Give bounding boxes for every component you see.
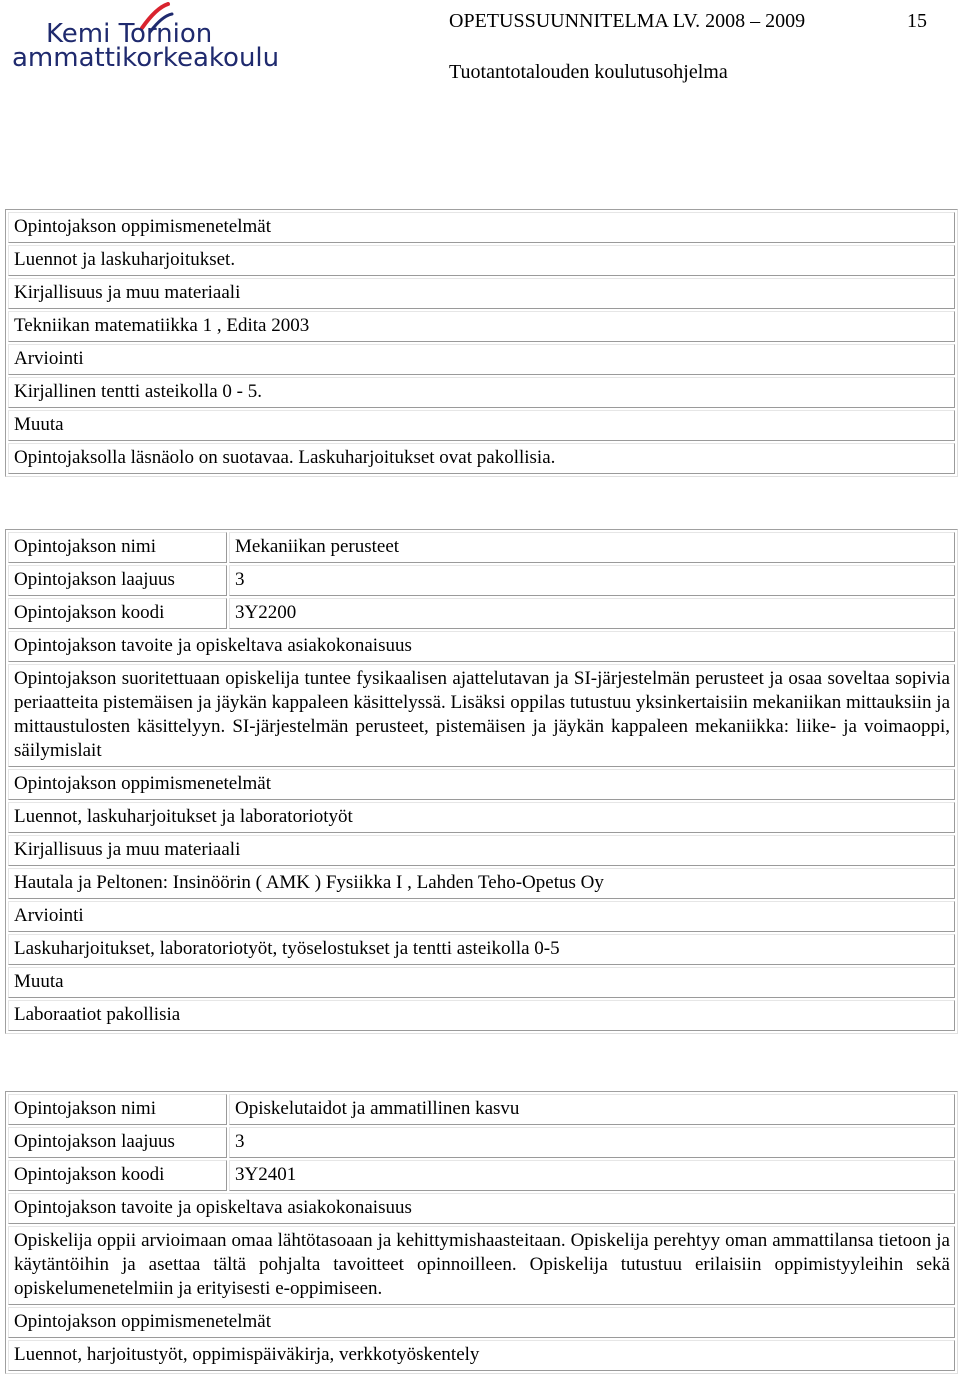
literature-value: Tekniikan matematiikka 1 , Edita 2003 — [8, 311, 955, 342]
table-row — [8, 410, 955, 441]
methods-value: Luennot, laskuharjoitukset ja laboratoriotyöt — [8, 802, 955, 833]
table-row — [8, 901, 955, 932]
course-code-value: 3Y2200 — [229, 598, 955, 629]
course-table-opiskelutaidot — [5, 1091, 958, 1374]
course-scope-value: 3 — [229, 1127, 955, 1158]
course-name-value: Opiskelutaidot ja ammatillinen kasvu — [229, 1094, 955, 1125]
course-code-label: Opintojakson koodi — [8, 1160, 227, 1191]
table-row — [8, 631, 955, 662]
table-row — [8, 245, 955, 276]
literature-label: Kirjallisuus ja muu materiaali — [8, 278, 955, 309]
table-row — [8, 934, 955, 965]
methods-label: Opintojakson oppimismenetelmät — [8, 1307, 955, 1338]
course-name-label: Opintojakson nimi — [8, 1094, 227, 1125]
table-row — [8, 1340, 955, 1371]
course-table-mekaniikka — [5, 529, 958, 1034]
logo-line2: ammattikorkeakoulu — [12, 43, 280, 70]
goal-label: Opintojakson tavoite ja opiskeltava asiakokonaisuus — [8, 631, 955, 662]
course-table-previous — [5, 209, 958, 477]
table-row — [8, 443, 955, 474]
document-subtitle: Tuotantotalouden koulutusohjelma — [449, 61, 728, 83]
table-row — [8, 1307, 955, 1338]
table-row — [8, 212, 955, 243]
assessment-label: Arviointi — [8, 901, 955, 932]
table-row — [8, 598, 955, 629]
table-row — [8, 664, 955, 767]
assessment-label: Arviointi — [8, 344, 955, 375]
table-row — [8, 868, 955, 899]
other-value: Opintojaksolla läsnäolo on suotavaa. Laskuharjoitukset ovat pakollisia. — [8, 443, 955, 474]
table-row — [8, 344, 955, 375]
goal-text: Opiskelija oppii arvioimaan omaa lähtötasoaan ja kehittymishaasteitaan. Opiskelija perehtyy oman ammattilansa tietoon ja käytäntöihin ja asettaa tältä pohjalta tavoitteet opinnoilleen. Opiskelija tutustuu erilaisiin oppimistyyleihin sekä opiskelumenetelmiin ja erityisesti e-oppimiseen. — [8, 1226, 955, 1305]
document-title: OPETUSSUUNNITELMA LV. 2008 – 2009 — [449, 10, 806, 32]
literature-value: Hautala ja Peltonen: Insinöörin ( AMK ) Fysiikka I , Lahden Teho-Opetus Oy — [8, 868, 955, 899]
course-scope-label: Opintojakson laajuus — [8, 1127, 227, 1158]
school-logo — [10, 2, 300, 70]
other-value: Laboraatiot pakollisia — [8, 1000, 955, 1031]
table-row — [8, 532, 955, 563]
course-code-value: 3Y2401 — [229, 1160, 955, 1191]
literature-label: Kirjallisuus ja muu materiaali — [8, 835, 955, 866]
other-label: Muuta — [8, 410, 955, 441]
page-number: 15 — [907, 10, 927, 32]
table-row — [8, 377, 955, 408]
table-row — [8, 802, 955, 833]
course-name-label: Opintojakson nimi — [8, 532, 227, 563]
assessment-value: Kirjallinen tentti asteikolla 0 - 5. — [8, 377, 955, 408]
table-row — [8, 1193, 955, 1224]
course-code-label: Opintojakson koodi — [8, 598, 227, 629]
methods-value: Luennot, harjoitustyöt, oppimispäiväkirja, verkkotyöskentely — [8, 1340, 955, 1371]
table-row — [8, 565, 955, 596]
goal-label: Opintojakson tavoite ja opiskeltava asiakokonaisuus — [8, 1193, 955, 1224]
table-row — [8, 1160, 955, 1191]
table-row — [8, 1127, 955, 1158]
methods-label: Opintojakson oppimismenetelmät — [8, 212, 955, 243]
goal-text: Opintojakson suoritettuaan opiskelija tuntee fysikaalisen ajattelutavan ja SI-järjestelmän perusteet ja osaa soveltaa sopivia periaatteita pistemäisen ja jäykän kappaleen käsittelyssä. Lisäksi oppilas tutustuu yksinkertaisiin mekaniikan mittauksiin ja mittaustulosten käsittelyyn. SI-järjestelmän perusteet, pistemäisen ja jäykän kappaleen mekaniikka: liike- ja voimaoppi, säilymislait — [8, 664, 955, 767]
other-label: Muuta — [8, 967, 955, 998]
table-row — [8, 1094, 955, 1125]
course-name-value: Mekaniikan perusteet — [229, 532, 955, 563]
table-row — [8, 1226, 955, 1305]
table-row — [8, 278, 955, 309]
table-row — [8, 311, 955, 342]
table-row — [8, 967, 955, 998]
methods-value: Luennot ja laskuharjoitukset. — [8, 245, 955, 276]
table-row — [8, 1000, 955, 1031]
table-row — [8, 769, 955, 800]
methods-label: Opintojakson oppimismenetelmät — [8, 769, 955, 800]
table-row — [8, 835, 955, 866]
assessment-value: Laskuharjoitukset, laboratoriotyöt, työselostukset ja tentti asteikolla 0-5 — [8, 934, 955, 965]
course-scope-label: Opintojakson laajuus — [8, 565, 227, 596]
logo-line1: Kemi Tornion — [46, 19, 213, 49]
course-scope-value: 3 — [229, 565, 955, 596]
